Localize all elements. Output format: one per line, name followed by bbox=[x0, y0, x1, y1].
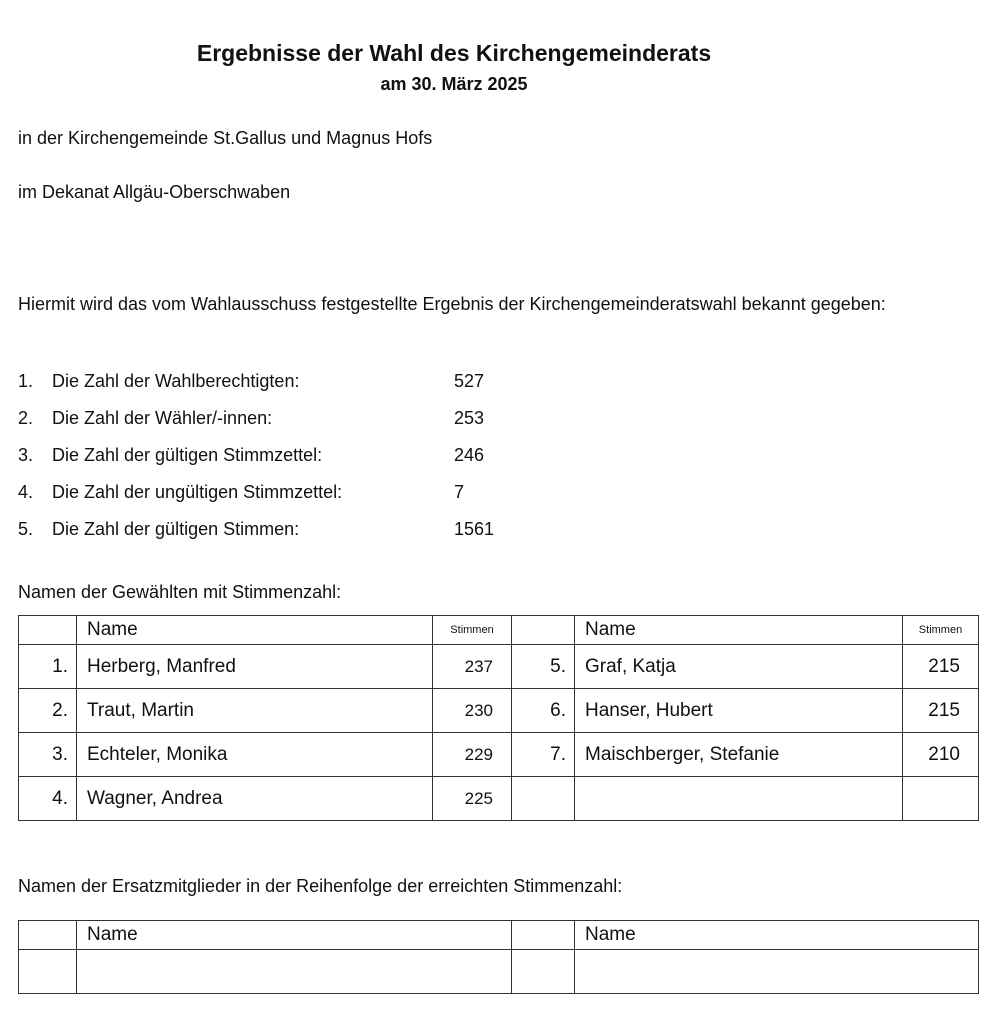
rank-cell: 1. bbox=[19, 645, 77, 689]
deanery-line: im Dekanat Allgäu-Oberschwaben bbox=[18, 182, 291, 202]
name-cell bbox=[575, 950, 979, 994]
stat-label: Die Zahl der Wahlberechtigten: bbox=[52, 371, 300, 391]
rank-header-cell bbox=[19, 921, 77, 950]
votes-cell: 237 bbox=[433, 645, 512, 689]
elected-table bbox=[18, 615, 979, 821]
rank-cell: 4. bbox=[19, 777, 77, 821]
table-row bbox=[19, 950, 979, 994]
stat-number: 4. bbox=[18, 482, 34, 502]
rank-cell bbox=[512, 777, 575, 821]
substitutes-table bbox=[18, 920, 979, 994]
stat-value: 7 bbox=[454, 482, 465, 502]
votes-cell: 229 bbox=[433, 733, 512, 777]
votes-header: Stimmen bbox=[433, 616, 512, 645]
elected-heading: Namen der Gewählten mit Stimmenzahl: bbox=[18, 582, 342, 602]
stat-number: 2. bbox=[18, 408, 34, 428]
votes-cell: 215 bbox=[903, 689, 979, 733]
stat-item bbox=[18, 371, 484, 392]
stat-item bbox=[18, 482, 464, 503]
rank-cell bbox=[512, 950, 575, 994]
stat-value: 527 bbox=[454, 371, 485, 391]
stat-number: 3. bbox=[18, 445, 34, 465]
name-cell: Maischberger, Stefanie bbox=[575, 733, 903, 777]
votes-cell bbox=[903, 777, 979, 821]
stat-value: 1561 bbox=[454, 519, 495, 539]
rank-header-cell bbox=[512, 616, 575, 645]
election-date: am 30. März 2025 bbox=[380, 74, 528, 94]
name-header: Name bbox=[77, 616, 433, 645]
rank-cell: 5. bbox=[512, 645, 575, 689]
name-cell: Traut, Martin bbox=[77, 689, 433, 733]
stat-item bbox=[18, 445, 484, 466]
table-row bbox=[19, 645, 979, 689]
votes-cell: 210 bbox=[903, 733, 979, 777]
name-cell: Wagner, Andrea bbox=[77, 777, 433, 821]
intro-paragraph: Hiermit wird das vom Wahlausschuss festgestellte Ergebnis der Kirchengemeinderatswahl bekannt gegeben: bbox=[18, 294, 886, 314]
stat-label: Die Zahl der gültigen Stimmzettel: bbox=[52, 445, 323, 465]
table-header-row bbox=[19, 921, 979, 950]
name-header: Name bbox=[77, 921, 512, 950]
document-title: Ergebnisse der Wahl des Kirchengemeinderats bbox=[196, 40, 712, 66]
stat-item bbox=[18, 519, 494, 540]
name-cell bbox=[575, 777, 903, 821]
table-row bbox=[19, 777, 979, 821]
table-header-row bbox=[19, 616, 979, 645]
rank-cell: 6. bbox=[512, 689, 575, 733]
table-row bbox=[19, 689, 979, 733]
rank-cell: 2. bbox=[19, 689, 77, 733]
name-cell: Hanser, Hubert bbox=[575, 689, 903, 733]
rank-header-cell bbox=[512, 921, 575, 950]
name-header: Name bbox=[575, 921, 979, 950]
substitutes-heading: Namen der Ersatzmitglieder in der Reihenfolge der erreichten Stimmenzahl: bbox=[18, 876, 623, 896]
stat-item bbox=[18, 408, 484, 429]
votes-header: Stimmen bbox=[903, 616, 979, 645]
rank-cell bbox=[19, 950, 77, 994]
stat-label: Die Zahl der Wähler/-innen: bbox=[52, 408, 273, 428]
votes-cell: 215 bbox=[903, 645, 979, 689]
stat-number: 5. bbox=[18, 519, 34, 539]
parish-line: in der Kirchengemeinde St.Gallus und Magnus Hofs bbox=[18, 128, 433, 148]
rank-cell: 3. bbox=[19, 733, 77, 777]
name-cell bbox=[77, 950, 512, 994]
rank-header-cell bbox=[19, 616, 77, 645]
stat-value: 253 bbox=[454, 408, 485, 428]
votes-cell: 230 bbox=[433, 689, 512, 733]
name-header: Name bbox=[575, 616, 903, 645]
rank-cell: 7. bbox=[512, 733, 575, 777]
stat-number: 1. bbox=[18, 371, 34, 391]
votes-cell: 225 bbox=[433, 777, 512, 821]
name-cell: Graf, Katja bbox=[575, 645, 903, 689]
stat-value: 246 bbox=[454, 445, 485, 465]
stat-label: Die Zahl der ungültigen Stimmzettel: bbox=[52, 482, 343, 502]
stat-label: Die Zahl der gültigen Stimmen: bbox=[52, 519, 300, 539]
name-cell: Herberg, Manfred bbox=[77, 645, 433, 689]
table-row bbox=[19, 733, 979, 777]
name-cell: Echteler, Monika bbox=[77, 733, 433, 777]
